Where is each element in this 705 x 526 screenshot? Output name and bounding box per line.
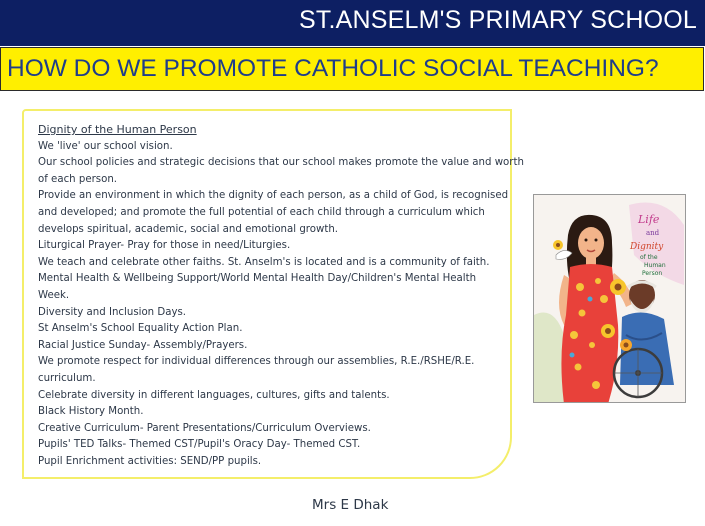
content-line: Diversity and Inclusion Days. xyxy=(38,306,187,318)
artwork-caption: Person xyxy=(642,270,663,277)
artwork-caption: of the xyxy=(640,254,658,261)
artwork-caption: Human xyxy=(644,262,666,269)
artwork-caption: Life xyxy=(638,213,660,226)
content-line: Creative Curriculum- Parent Presentations/Curriculum Overviews. xyxy=(38,422,371,434)
content-line: Pupil Enrichment activities: SEND/PP pupils. xyxy=(38,455,262,467)
school-banner xyxy=(0,0,705,46)
content-line: Mental Health & Wellbeing Support/World Mental Health Day/Children's Mental Health xyxy=(38,273,477,285)
content-line: Liturgical Prayer- Pray for those in need/Liturgies. xyxy=(38,240,291,252)
content-line: We teach and celebrate other faiths. St. Anselm's is located and is a community of faith. xyxy=(38,256,490,268)
content-line: Pupils' TED Talks- Themed CST/Pupil's Oracy Day- Themed CST. xyxy=(38,439,361,451)
content-text xyxy=(38,122,524,470)
artwork-caption: Dignity xyxy=(630,242,664,252)
section-title: Dignity of the Human Person xyxy=(38,123,197,136)
content-line: Week. xyxy=(38,289,70,301)
school-name: ST.ANSELM'S PRIMARY SCHOOL xyxy=(298,6,697,34)
content-line: Our school policies and strategic decisions that our school makes promote the value and worth xyxy=(38,157,524,169)
content-line: of each person. xyxy=(38,173,118,185)
content-line: We 'live' our school vision. xyxy=(38,140,173,152)
content-line: Racial Justice Sunday- Assembly/Prayers. xyxy=(38,339,248,351)
content-line: and developed; and promote the full potential of each child through a curriculum which xyxy=(38,206,485,218)
content-line: develops spiritual, academic, social and emotional growth. xyxy=(38,223,339,235)
content-line: St Anselm's School Equality Action Plan. xyxy=(38,323,243,335)
content-line: Celebrate diversity in different languages, cultures, gifts and talents. xyxy=(38,389,390,401)
content-line: curriculum. xyxy=(38,372,96,384)
page-heading: HOW DO WE PROMOTE CATHOLIC SOCIAL TEACHING? xyxy=(7,55,659,82)
content-line: We promote respect for individual differences through our assemblies, R.E./RSHE/R.E. xyxy=(38,356,475,368)
artwork-caption: and xyxy=(646,229,660,237)
content-line: Provide an environment in which the dignity of each person, as a child of God, is recognised xyxy=(38,190,509,202)
author-name: Mrs E Dhak xyxy=(312,497,389,513)
question-banner xyxy=(0,47,704,91)
dignity-artwork-image xyxy=(533,194,686,403)
content-line: Black History Month. xyxy=(38,406,144,418)
